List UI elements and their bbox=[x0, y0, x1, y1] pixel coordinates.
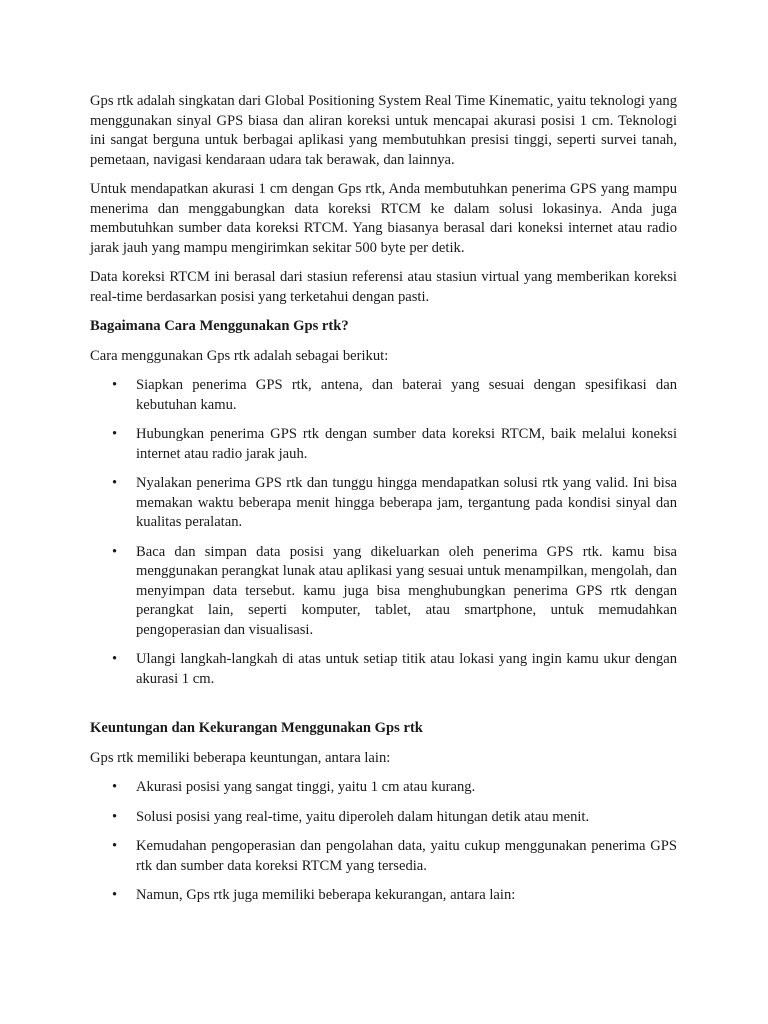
usage-steps-list bbox=[90, 376, 677, 689]
bullet-marker: • bbox=[112, 779, 118, 795]
bullet-marker: • bbox=[112, 475, 118, 491]
list-item-text: Ulangi langkah-langkah di atas untuk setiap titik atau lokasi yang ingin kamu ukur dengan akurasi 1 cm. bbox=[136, 651, 677, 687]
advantages-list bbox=[90, 778, 677, 906]
list-item bbox=[90, 543, 677, 641]
list-item bbox=[90, 425, 677, 464]
blank-line bbox=[90, 699, 677, 719]
list-item bbox=[90, 837, 677, 876]
bullet-marker: • bbox=[112, 651, 118, 667]
bullet-marker: • bbox=[112, 377, 118, 393]
bullet-marker: • bbox=[112, 808, 118, 825]
section-heading-usage: Bagaimana Cara Menggunakan Gps rtk? bbox=[90, 318, 349, 334]
list-item-text: Kemudahan pengoperasian dan pengolahan data, yaitu cukup menggunakan penerima GPS rtk dan sumber data koreksi RTCM yang tersedia. bbox=[136, 838, 677, 874]
list-item bbox=[90, 778, 677, 798]
intro-paragraph-2: Untuk mendapatkan akurasi 1 cm dengan Gps rtk, Anda membutuhkan penerima GPS yang mampu menerima dan menggabungkan data koreksi RTCM ke dalam solusi lokasinya. Anda juga membutuhkan sumber data koreksi RTCM. Yang biasanya berasal dari koneksi internet atau radio jarak jauh yang mampu mengirimkan sekitar 500 byte per detik. bbox=[90, 181, 677, 256]
intro-paragraph-1: Gps rtk adalah singkatan dari Global Positioning System Real Time Kinematic, yaitu teknologi yang menggunakan sinyal GPS biasa dan aliran koreksi untuk mencapai akurasi posisi 1 cm. Teknologi ini sangat berguna untuk berbagai aplikasi yang membutuhkan presisi tinggi, seperti survei tanah, pemetaan, navigasi kendaraan udara tak berawak, dan lainnya. bbox=[90, 93, 677, 168]
list-item-text: Hubungkan penerima GPS rtk dengan sumber data koreksi RTCM, baik melalui koneksi internet atau radio jarak jauh. bbox=[136, 426, 677, 462]
bullet-marker: • bbox=[112, 887, 118, 903]
list-item-text: Siapkan penerima GPS rtk, antena, dan baterai yang sesuai dengan spesifikasi dan kebutuhan kamu. bbox=[136, 377, 677, 413]
intro-paragraph-3: Data koreksi RTCM ini berasal dari stasiun referensi atau stasiun virtual yang memberikan koreksi real-time berdasarkan posisi yang terketahui dengan pasti. bbox=[90, 269, 677, 305]
list-item-text: Baca dan simpan data posisi yang dikeluarkan oleh penerima GPS rtk. kamu bisa menggunakan perangkat lunak atau aplikasi yang sesuai untuk menampilkan, mengolah, dan menyimpan data tersebut. kamu juga bisa menghubungkan penerima GPS rtk dengan perangkat lain, seperti komputer, tablet, atau smartphone, untuk memudahkan pengoperasian dan visualisasi. bbox=[136, 543, 677, 638]
list-item-text: Namun, Gps rtk juga memiliki beberapa kekurangan, antara lain: bbox=[136, 887, 516, 903]
bullet-marker: • bbox=[112, 838, 118, 854]
list-item bbox=[90, 886, 677, 906]
bullet-marker: • bbox=[112, 426, 118, 442]
list-item-text: Akurasi posisi yang sangat tinggi, yaitu 1 cm atau kurang. bbox=[136, 779, 476, 795]
list-item bbox=[90, 650, 677, 689]
bullet-marker: • bbox=[112, 543, 118, 560]
list-item bbox=[90, 474, 677, 533]
list-item-text: Nyalakan penerima GPS rtk dan tunggu hingga mendapatkan solusi rtk yang valid. Ini bisa memakan waktu beberapa menit hingga beberapa jam, tergantung pada kondisi sinyal dan kualitas peralatan. bbox=[136, 475, 677, 530]
list-item bbox=[90, 376, 677, 415]
section-lead-pros: Gps rtk memiliki beberapa keuntungan, antara lain: bbox=[90, 749, 391, 766]
section-lead-usage: Cara menggunakan Gps rtk adalah sebagai berikut: bbox=[90, 347, 389, 364]
list-item bbox=[90, 808, 677, 828]
section-heading-pros-cons: Keuntungan dan Kekurangan Menggunakan Gps rtk bbox=[90, 720, 423, 736]
list-item-text: Solusi posisi yang real-time, yaitu diperoleh dalam hitungan detik atau menit. bbox=[136, 808, 590, 825]
document-page bbox=[90, 92, 677, 916]
